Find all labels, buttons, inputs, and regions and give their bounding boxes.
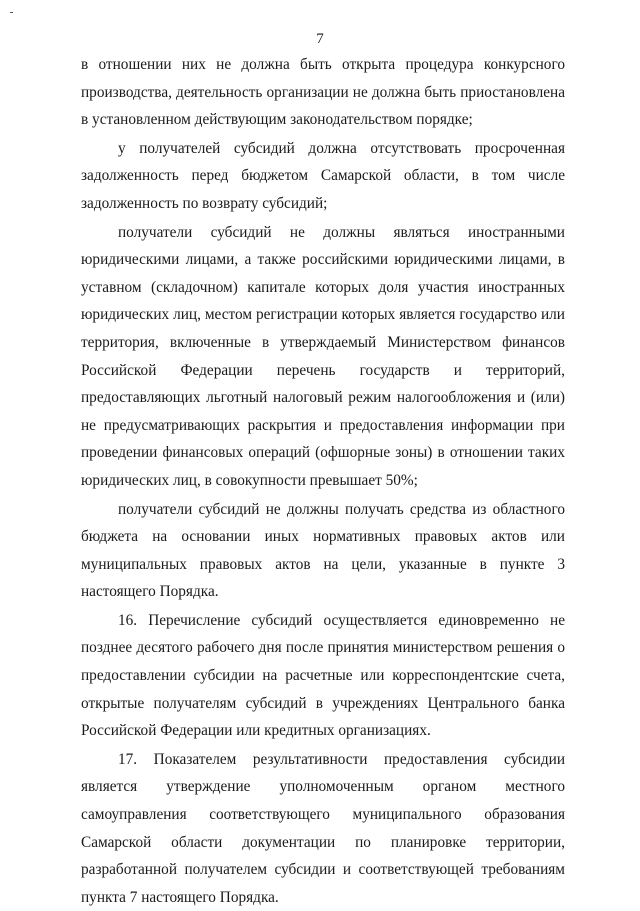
scan-artifact xyxy=(10,12,13,13)
paragraph-clause-16: 16. Перечисление субсидий осуществляется единовременно не позднее десятого рабочего дня после принятия министерством решения о предоставлении субсидии на расчетные или корреспондентские счета, открытые получателям субсидий в учреждениях Центрального банка Российской Федерации или кредитных организациях. xyxy=(81,611,565,740)
paragraph-bankruptcy-condition: в отношении них не должна быть открыта процедура конкурсного производства, деятельность организации не должна быть приостановлена в установленном действующим законодательством порядке; xyxy=(81,56,565,129)
paragraph-foreign-entity-condition: получатели субсидий не должны являться иностранными юридическими лицами, а также российскими юридическими лицами, в уставном (складочном) капитале которых доля участия иностранных юридических лиц, местом регистрации которых является государство или территория, включенные в утверждаемый Министерством финансов Российской Федерации перечень государств и территорий, предоставляющих льготный налоговый режим налогообложения и (или) не предусматривающих раскрытия и предоставления информации при проведении финансовых операций (офшорные зоны) в отношении таких юридических лиц, в совокупности превышает 50%; xyxy=(81,223,565,489)
paragraph-no-double-funding-condition: получатели субсидий не должны получать средства из областного бюджета на основании иных нормативных правовых актов или муниципальных правовых актов на цели, указанные в пункте 3 настоящего Порядка. xyxy=(81,500,565,601)
paragraph-clause-17: 17. Показателем результативности предоставления субсидии является утверждение уполномоченным органом местного самоуправления соответствующего муниципального образования Самарской области документации по планировке территории, разработанной получателем субсидии и соответствующей требованиям пункта 7 настоящего Порядка. xyxy=(81,750,565,906)
document-body xyxy=(81,51,565,911)
page-number: 7 xyxy=(316,31,324,47)
paragraph-no-debt-condition: у получателей субсидий должна отсутствовать просроченная задолженность перед бюджетом Самарской области, в том числе задолженность по возврату субсидий; xyxy=(81,139,565,212)
